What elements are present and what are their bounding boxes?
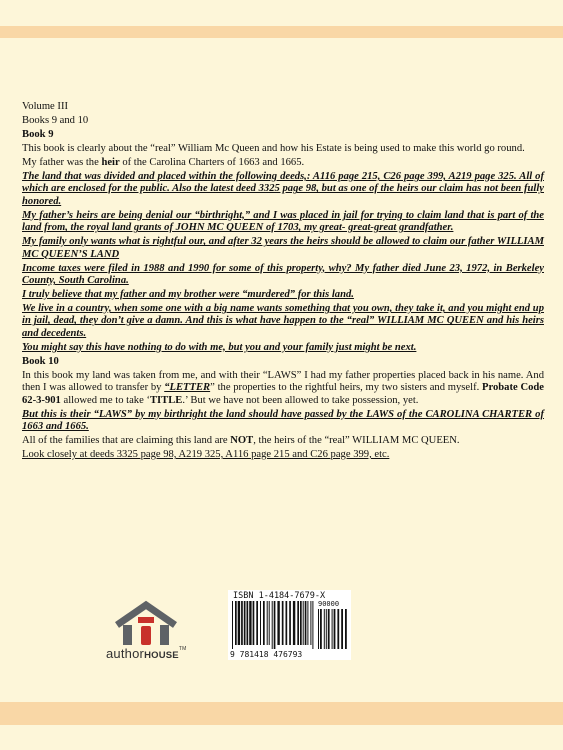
barcode-bars <box>228 601 351 651</box>
barcode-bar <box>244 601 246 645</box>
isbn-barcode <box>228 590 351 660</box>
deeds-line: Look closely at deeds 3325 page 98, A219 325, A116 page 215 and C26 page 399, etc. <box>22 449 390 461</box>
statement-taxes: Income taxes were filed in 1988 and 1990 for some of this property, why? My father died June 23, 1972, in Berkeley County, South Carolina. <box>22 262 544 287</box>
barcode-addon-bar <box>328 609 330 649</box>
barcode-bar <box>310 601 311 645</box>
barcode-addon-bar <box>324 609 325 649</box>
barcode-addon-bar <box>345 609 347 649</box>
families-line: All of the families that are claiming this land are NOT, the heirs of the “real” WILLIAM MC QUEEN. <box>22 435 460 447</box>
barcode-bar <box>247 601 249 645</box>
barcode-bar <box>267 601 268 645</box>
father-heir-line: My father was the heir of the Carolina Charters of 1663 and 1665. <box>22 157 305 168</box>
back-cover-text <box>22 101 544 463</box>
bottom-band <box>0 702 563 725</box>
statement-deeds: The land that was divided and placed within the following deeds,: A116 page 215, C26 page 399, A219 page 325. All of which are enclosed for the public. Also the latest deed 3325 page 98, but as one of the heirs our claim has not been fully honored. <box>22 171 544 207</box>
book10-heading: Book 10 <box>22 355 59 367</box>
barcode-bar <box>286 601 288 645</box>
statement-birthright: My father’s heirs are being denial our “birthright,” and I was placed in jail for trying to claim land that is part of the land from, the royal land grants of JOHN MC QUEEN of 1703, my great- great-great grandfather. <box>22 209 544 234</box>
statement-country: We live in a country, when some one with a big name wants something that you own, they take it, and you might end up in jail, dead, they don’t give a damn. And this is what have happen to the “real” WILLIAM MC QUEEN and his heirs and decedents. <box>22 303 544 339</box>
barcode-bar <box>293 601 295 645</box>
barcode-bar <box>241 601 243 645</box>
publisher-name: authorHOUSE™ <box>106 646 187 661</box>
barcode-addon-bar <box>337 609 339 649</box>
barcode-bar <box>269 601 270 645</box>
barcode-addon-bar <box>341 609 343 649</box>
ean-digits: 9 781418 476793 <box>230 650 303 659</box>
barcode-bar <box>253 601 255 645</box>
barcode-bar <box>232 601 233 649</box>
barcode-bar <box>305 601 307 645</box>
price-code: 90000 <box>318 600 340 608</box>
isbn-label: ISBN 1-4184-7679-X <box>233 591 326 601</box>
barcode-bar <box>238 601 240 645</box>
barcode-bar <box>307 601 308 645</box>
barcode-addon-bar <box>332 609 333 649</box>
barcode-bar <box>300 601 302 645</box>
barcode-bar <box>297 601 299 645</box>
barcode-bar <box>249 601 251 645</box>
volume-line: Volume III <box>22 101 68 112</box>
barcode-bar <box>256 601 258 645</box>
statement-next: You might say this have nothing to do with me, but you and your family just might be next. <box>22 341 417 353</box>
barcode-bar <box>277 601 279 645</box>
barcode-addon-bar <box>318 609 319 649</box>
statement-murdered: I truly believe that my father and my brother were “murdered” for this land. <box>22 289 354 301</box>
books-line: Books 9 and 10 <box>22 115 89 126</box>
book10-paragraph: In this book my land was taken from me, and with their “LAWS” I had my father properties placed back in his name. And then I was allowed to transfer by “LETTER” the properties to the rightful heirs, my two sisters and myself. Probate Code 62-3-901 allowed me to take ‘TITLE.’ But we have not been allowed to take possession, yet. <box>22 369 544 406</box>
barcode-bar <box>272 601 273 649</box>
barcode-addon-bar <box>320 609 322 649</box>
barcode-bar <box>282 601 284 645</box>
top-band <box>0 26 563 38</box>
barcode-bar <box>289 601 291 645</box>
book9-heading: Book 9 <box>22 129 54 140</box>
barcode-bar <box>235 601 237 645</box>
barcode-bar <box>274 601 276 649</box>
statement-claim: My family only wants what is rightful our, and after 32 years the heirs should be allowed to claim our father WILLIAM MC QUEEN’S LAND <box>22 236 544 260</box>
book10-laws-statement: But this is their “LAWS” by my birthright the land should have passed by the LAWS of the CAROLINA CHARTER of 1663 and 1665. <box>22 408 544 433</box>
barcode-bar <box>303 601 304 645</box>
barcode-bar <box>260 601 261 645</box>
barcode-addon-bar <box>326 609 327 649</box>
book9-intro: This book is clearly about the “real” William Mc Queen and how his Estate is being used to make this world go round. <box>22 143 525 154</box>
barcode-bar <box>312 601 313 649</box>
barcode-bar <box>263 601 265 645</box>
barcode-addon-bar <box>334 609 336 649</box>
